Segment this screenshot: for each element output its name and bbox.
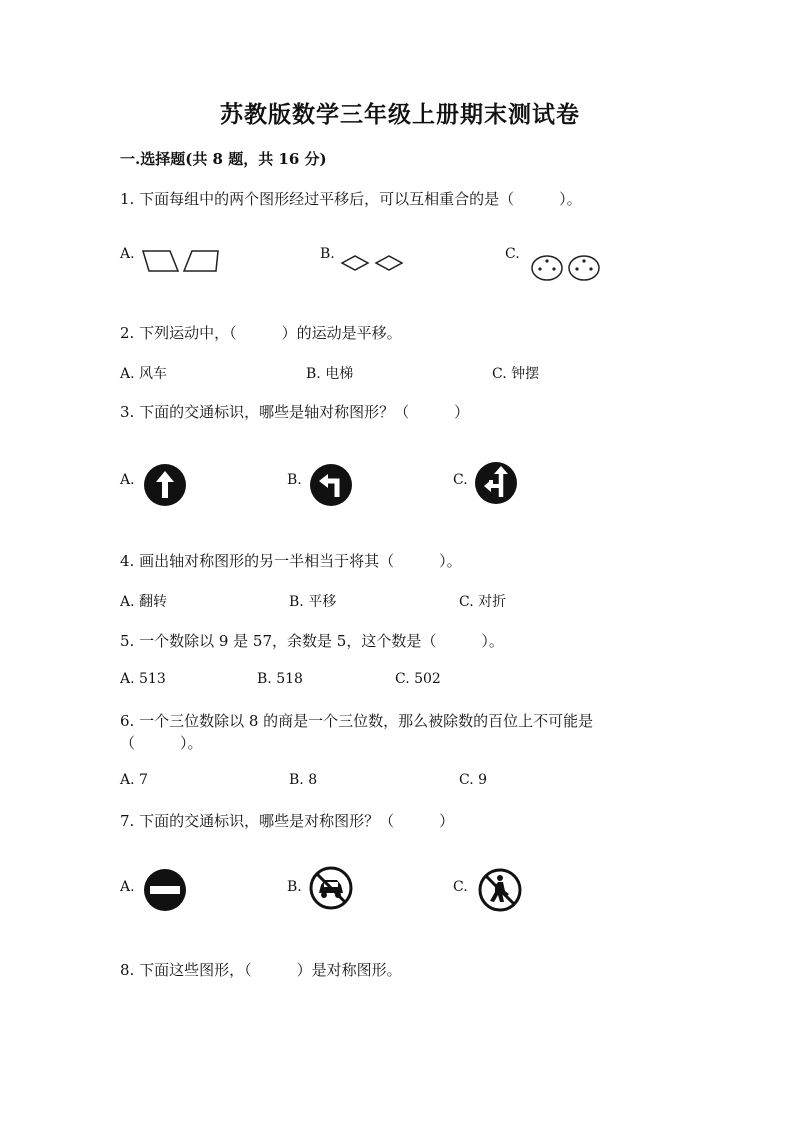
q6-option-b: B. 8 [289, 772, 318, 788]
no-vehicle-sign-icon [309, 866, 353, 910]
q5-option-b: B. 518 [257, 671, 303, 687]
q4-option-c: C. 对折 [459, 594, 507, 610]
q5-option-a: A. 513 [120, 671, 166, 687]
q2-option-b: B. 电梯 [306, 366, 354, 382]
left-turn-sign-icon [309, 463, 353, 507]
q7-option-c: C. [453, 879, 468, 895]
q4-option-b: B. 平移 [289, 594, 337, 610]
page-title: 苏教版数学三年级上册期末测试卷 [220, 101, 580, 128]
question-2: 2. 下列运动中，（ ）的运动是平移。 [120, 324, 402, 342]
question-6-continued: （ ）。 [120, 734, 203, 752]
diamond-pair-figure [340, 254, 406, 272]
question-7: 7. 下面的交通标识，哪些是对称图形？（ ） [120, 812, 455, 830]
question-6: 6. 一个三位数除以 8 的商是一个三位数，那么被除数的百位上不可能是 [120, 712, 594, 730]
no-entry-sign-icon [143, 868, 187, 912]
question-5: 5. 一个数除以 9 是 57，余数是 5，这个数是（ ）。 [120, 632, 504, 650]
q6-option-a: A. 7 [120, 772, 148, 788]
question-4: 4. 画出轴对称图形的另一半相当于将其（ ）。 [120, 552, 462, 570]
q1-option-c: C. [505, 246, 520, 262]
no-pedestrian-sign-icon [478, 868, 522, 912]
q7-option-b: B. [287, 879, 302, 895]
q1-option-b: B. [320, 246, 335, 262]
q6-option-c: C. 9 [459, 772, 488, 788]
parallelogram-pair-figure [140, 248, 222, 274]
straight-arrow-sign-icon [143, 463, 187, 507]
q2-option-a: A. 风车 [120, 366, 168, 382]
dotted-circle-pair-figure [530, 254, 602, 282]
q2-option-c: C. 钟摆 [492, 366, 540, 382]
question-3: 3. 下面的交通标识，哪些是轴对称图形？（ ） [120, 403, 470, 421]
q1-option-a: A. [120, 246, 135, 262]
q5-option-c: C. 502 [395, 671, 441, 687]
q4-option-a: A. 翻转 [120, 594, 168, 610]
section-heading: 一.选择题(共 8 题，共 16 分) [120, 150, 327, 168]
q3-option-c: C. [453, 472, 468, 488]
q3-option-a: A. [120, 472, 135, 488]
q7-option-a: A. [120, 879, 135, 895]
straight-or-left-sign-icon [474, 461, 518, 505]
question-8: 8. 下面这些图形，（ ）是对称图形。 [120, 961, 402, 979]
q3-option-b: B. [287, 472, 302, 488]
question-1: 1. 下面每组中的两个图形经过平移后，可以互相重合的是（ ）。 [120, 190, 582, 208]
